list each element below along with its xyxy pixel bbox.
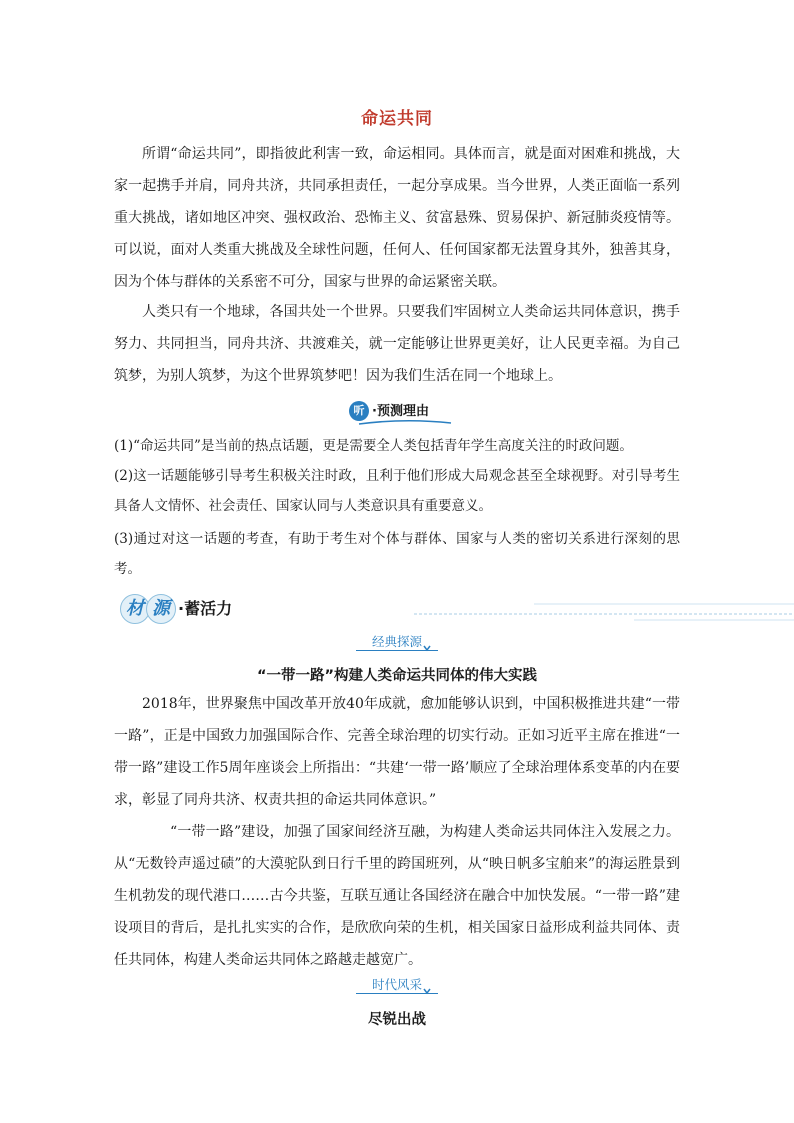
- reason-item: (2)这一话题能够引导考生积极关注时政，且利于他们形成大局观念甚至全球视野。对引导考生具备人文情怀、社会责任、国家认同与人类意识具有重要意义。: [114, 468, 680, 514]
- label-underline: [356, 649, 438, 652]
- article-paragraph: “一带一路”建设，加强了国家间经济互融，为构建人类命运共同体注入发展之力。从“无数铃声遥过碛”的大漠驼队到日行千里的跨国班列，从“映日帆多宝舶来”的海运胜景到生机勃发的现代港口……古今共鉴，互联互通让各国经济在融合中加快发展。“一带一路”建设项目的背后，是扎扎实实的合作，是欣欣向荣的生机，相关国家日益形成利益共同体、责任共同体，构建人类命运共同体之路越走越宽广。: [114, 824, 680, 968]
- reason-header: [349, 399, 459, 423]
- section-label-era: [0, 975, 794, 993]
- page-title: 命运共同: [361, 109, 433, 129]
- swoosh-underline-icon: [357, 419, 453, 427]
- banner-title: ·蓄活力: [178, 599, 233, 618]
- section-label-text: 经典探源: [371, 634, 422, 649]
- decorative-lines: [414, 592, 794, 624]
- label-underline: [356, 992, 438, 995]
- banner-char-badge: 源: [146, 594, 176, 624]
- section-label-classic: [0, 632, 794, 650]
- intro-paragraph: 所谓“命运共同”，即指彼此利害一致，命运相同。具体而言，就是面对困难和挑战，大家一起携手并肩，同舟共济，共同承担责任，一起分享成果。当今世界，人类正面临一系列重大挑战，诸如地区冲突、强权政治、恐怖主义、贫富悬殊、贸易保护、新冠肺炎疫情等。可以说，面对人类重大挑战及全球性问题，任何人、任何国家都无法置身其外，独善其身，因为个体与群体的关系密不可分，国家与世界的命运紧密关联。: [114, 146, 680, 290]
- banner-char-badge: 材: [120, 594, 150, 624]
- reason-header-label: ·预测理由: [372, 404, 429, 419]
- article-paragraph: 2018年，世界聚焦中国改革开放40年成就，愈加能够认识到，中国积极推进共建“一带一路”，正是中国致力加强国际合作、完善全球治理的切实行动。正如习近平主席在推进“一带一路”建设工作5周年座谈会上所指出：“共建‘一带一路’顺应了全球治理体系变革的内在要求，彰显了同舟共济、权责共担的命运共同体意识。”: [114, 696, 680, 808]
- section-label-text: 时代风采: [371, 977, 422, 992]
- reason-item: (1)“命运共同”是当前的热点话题，更是需要全人类包括青年学生高度关注的时政问题。: [114, 438, 633, 454]
- listen-icon: 听: [349, 401, 369, 421]
- article-heading: 尽锐出战: [368, 1012, 426, 1028]
- intro-paragraph: 人类只有一个地球，各国共处一个世界。只要我们牢固树立人类命运共同体意识，携手努力、共同担当，同舟共济、共渡难关，就一定能够让世界更美好，让人民更幸福。为自己筑梦，为别人筑梦，为这个世界筑梦吧！因为我们生活在同一个地球上。: [114, 304, 680, 384]
- section-banner: [114, 592, 794, 624]
- article-heading: “一带一路”构建人类命运共同体的伟大实践: [256, 668, 538, 684]
- reason-item: (3)通过对这一话题的考查，有助于考生对个体与群体、国家与人类的密切关系进行深刻的思考。: [114, 531, 680, 577]
